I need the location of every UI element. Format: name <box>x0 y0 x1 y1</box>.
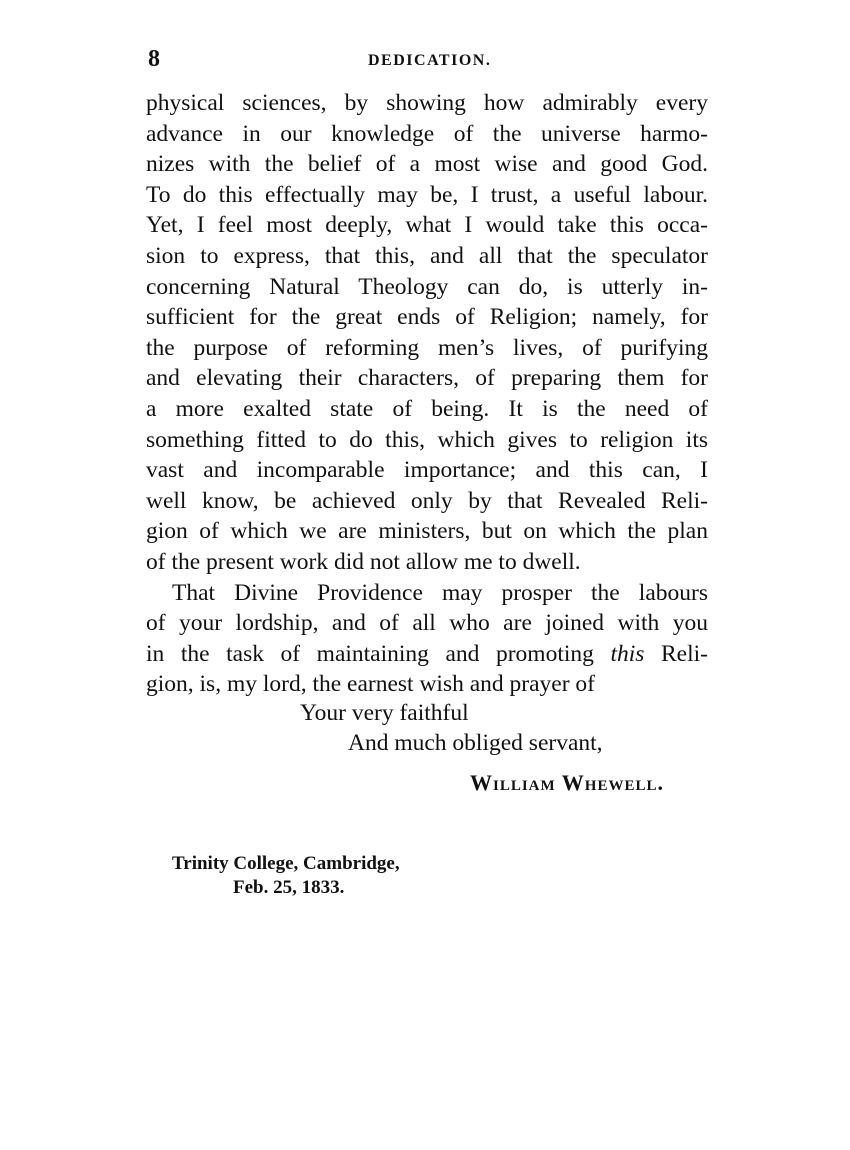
text-line: sion to express, that this, and all that the speculator <box>146 242 708 269</box>
text-line: something fitted to do this, which gives to religion its <box>146 426 708 453</box>
text-segment: in the task of maintaining and promoting <box>146 640 611 667</box>
dedication-text <box>146 88 708 700</box>
text-line: gion of which we are ministers, but on which the plan <box>146 518 708 545</box>
italic-word: this <box>610 640 645 667</box>
page-number: 8 <box>148 46 160 72</box>
running-title: DEDICATION. <box>368 52 492 69</box>
text-line: a more exalted state of being. It is the need of <box>146 395 708 422</box>
text-line: well know, be achieved only by that Revealed Reli- <box>146 487 708 514</box>
running-head <box>148 46 708 76</box>
text-line: the purpose of reforming men’s lives, of purifying <box>146 334 708 361</box>
text-line-with-italic <box>146 639 708 670</box>
signature: William Whewell. <box>470 770 664 795</box>
text-segment: Reli- <box>644 640 708 667</box>
text-line: sufficient for the great ends of Religion; namely, for <box>146 304 708 331</box>
dateline-place: Trinity College, Cambridge, <box>172 853 400 874</box>
dateline-date: Feb. 25, 1833. <box>233 877 345 898</box>
text-line: vast and incomparable importance; and this can, I <box>146 457 708 484</box>
text-line: concerning Natural Theology can do, is utterly in- <box>146 273 708 300</box>
closing-line-1: Your very faithful <box>300 700 469 726</box>
text-line: nizes with the belief of a most wise and good God. <box>146 151 708 178</box>
text-line: That Divine Providence may prosper the labours <box>172 579 708 606</box>
closing-line-2: And much obliged servant, <box>348 730 603 756</box>
text-line: Yet, I feel most deeply, what I would take this occa- <box>146 212 708 239</box>
text-line: of your lordship, and of all who are joined with you <box>146 610 708 637</box>
text-line: of the present work did not allow me to dwell. <box>146 548 581 575</box>
text-line: To do this effectually may be, I trust, a useful labour. <box>146 181 708 208</box>
text-line: advance in our knowledge of the universe harmo- <box>146 120 708 147</box>
text-line: physical sciences, by showing how admirably every <box>146 90 708 116</box>
text-line: gion, is, my lord, the earnest wish and prayer of <box>146 671 596 698</box>
text-line: and elevating their characters, of preparing them for <box>146 365 708 392</box>
